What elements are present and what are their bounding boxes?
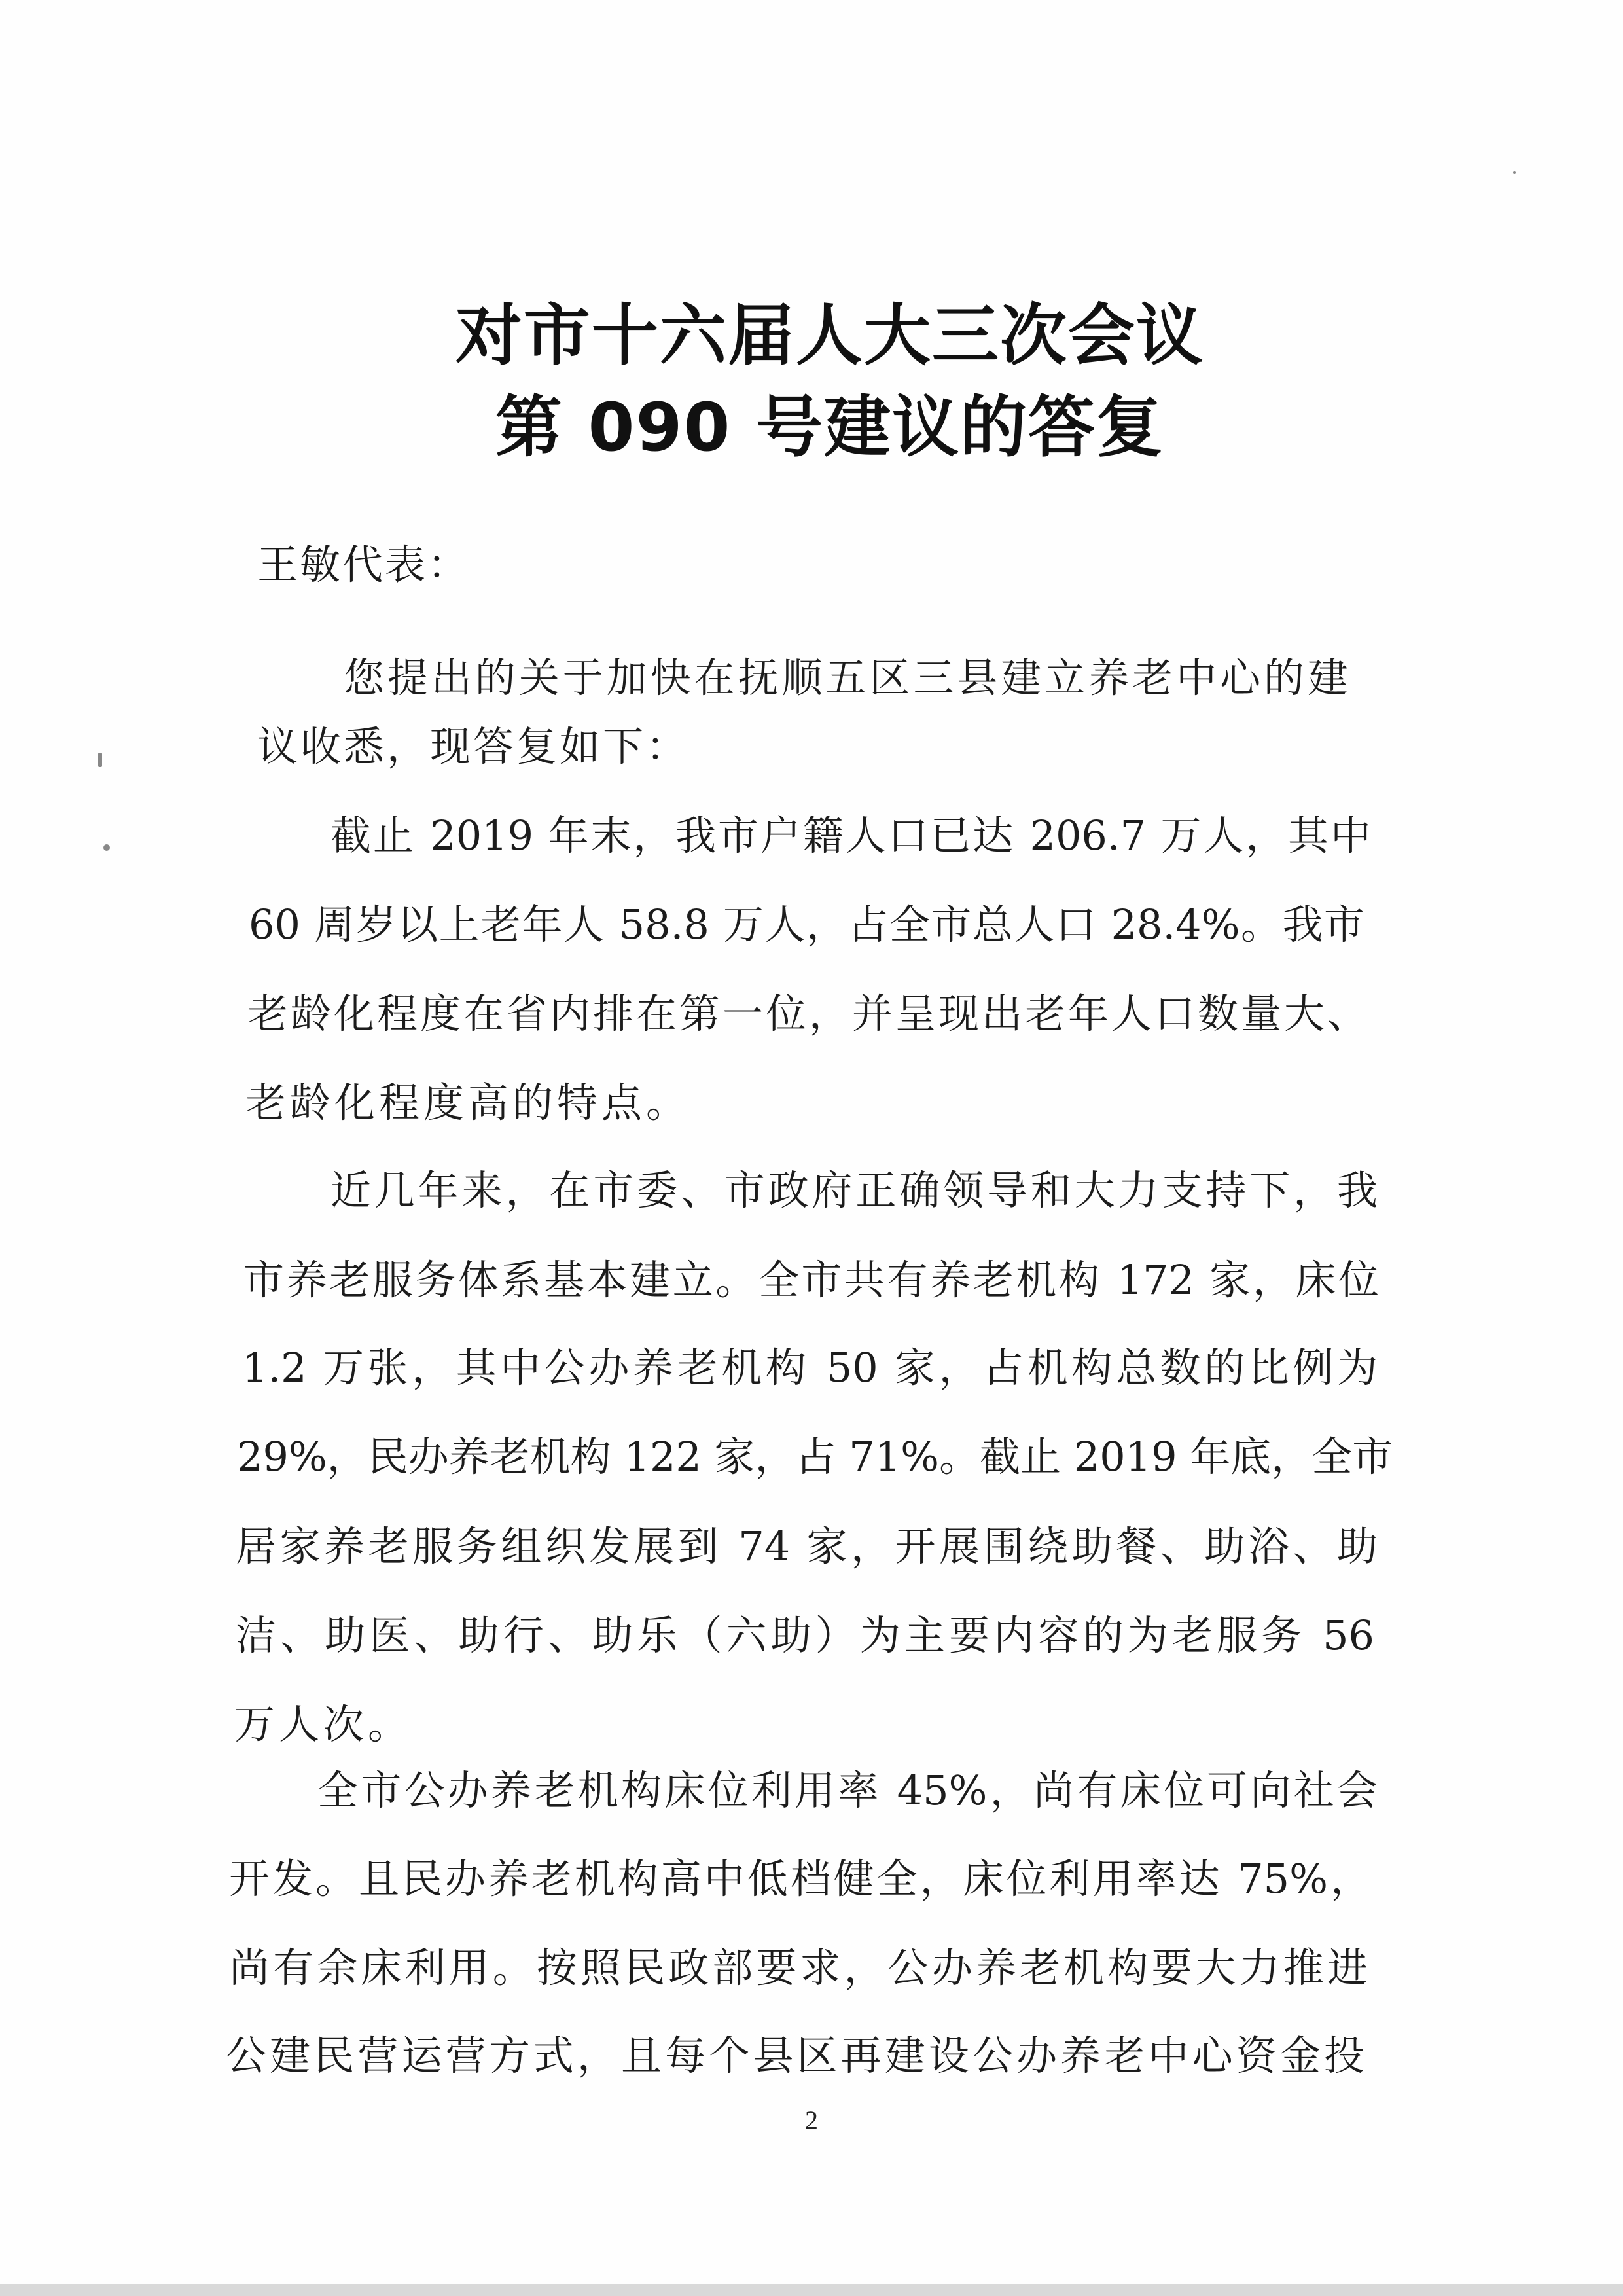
paragraph-3-line-6: 洁、助医、助行、助乐（六助）为主要内容的为老服务 56 bbox=[236, 1611, 1374, 1659]
paragraph-1-line-1: 您提出的关于加快在抚顺五区三县建立养老中心的建 bbox=[344, 654, 1348, 702]
paragraph-3-line-5: 居家养老服务组织发展到 74 家，开展围绕助餐、助浴、助 bbox=[236, 1522, 1378, 1570]
scan-speck bbox=[1513, 171, 1516, 174]
scan-speck bbox=[98, 753, 102, 767]
paragraph-3-line-2: 市养老服务体系基本建立。全市共有养老机构 172 家，床位 bbox=[243, 1256, 1379, 1304]
paragraph-4-line-4: 公建民营运营方式，且每个县区再建设公办养老中心资金投 bbox=[226, 2032, 1364, 2079]
paragraph-2-line-1: 截止 2019 年末，我市户籍人口已达 206.7 万人，其中 bbox=[330, 812, 1371, 859]
paragraph-1-line-2: 议收悉，现答复如下： bbox=[257, 723, 690, 770]
document-title-line-2: 第 090 号建议的答复 bbox=[495, 389, 1164, 467]
document-title-line-1: 对市十六届人大三次会议 bbox=[455, 297, 1204, 375]
paragraph-2-line-2: 60 周岁以上老年人 58.8 万人，占全市总人口 28.4%。我市 bbox=[249, 901, 1364, 948]
paragraph-2-line-4: 老龄化程度高的特点。 bbox=[245, 1079, 691, 1126]
page-number: 2 bbox=[805, 2106, 818, 2135]
paragraph-4-line-2: 开发。且民办养老机构高中低档健全，床位利用率达 75%， bbox=[229, 1855, 1371, 1903]
paragraph-3-line-4: 29%，民办养老机构 122 家，占 71%。截止 2019 年底，全市 bbox=[237, 1433, 1393, 1480]
salutation: 王敏代表： bbox=[257, 541, 471, 588]
paragraph-4-line-1: 全市公办养老机构床位利用率 45%，尚有床位可向社会 bbox=[317, 1767, 1378, 1814]
scan-speck bbox=[103, 844, 110, 851]
paragraph-3-line-1: 近几年来，在市委、市政府正确领导和大力支持下，我 bbox=[330, 1166, 1378, 1214]
paragraph-3-line-3: 1.2 万张，其中公办养老机构 50 家，占机构总数的比例为 bbox=[242, 1344, 1378, 1391]
paragraph-4-line-3: 尚有余床利用。按照民政部要求，公办养老机构要大力推进 bbox=[229, 1944, 1368, 1992]
scan-bottom-edge bbox=[0, 2284, 1623, 2296]
paragraph-2-line-3: 老龄化程度在省内排在第一位，并呈现出老年人口数量大、 bbox=[247, 990, 1368, 1037]
paragraph-3-line-7: 万人次。 bbox=[234, 1700, 413, 1748]
